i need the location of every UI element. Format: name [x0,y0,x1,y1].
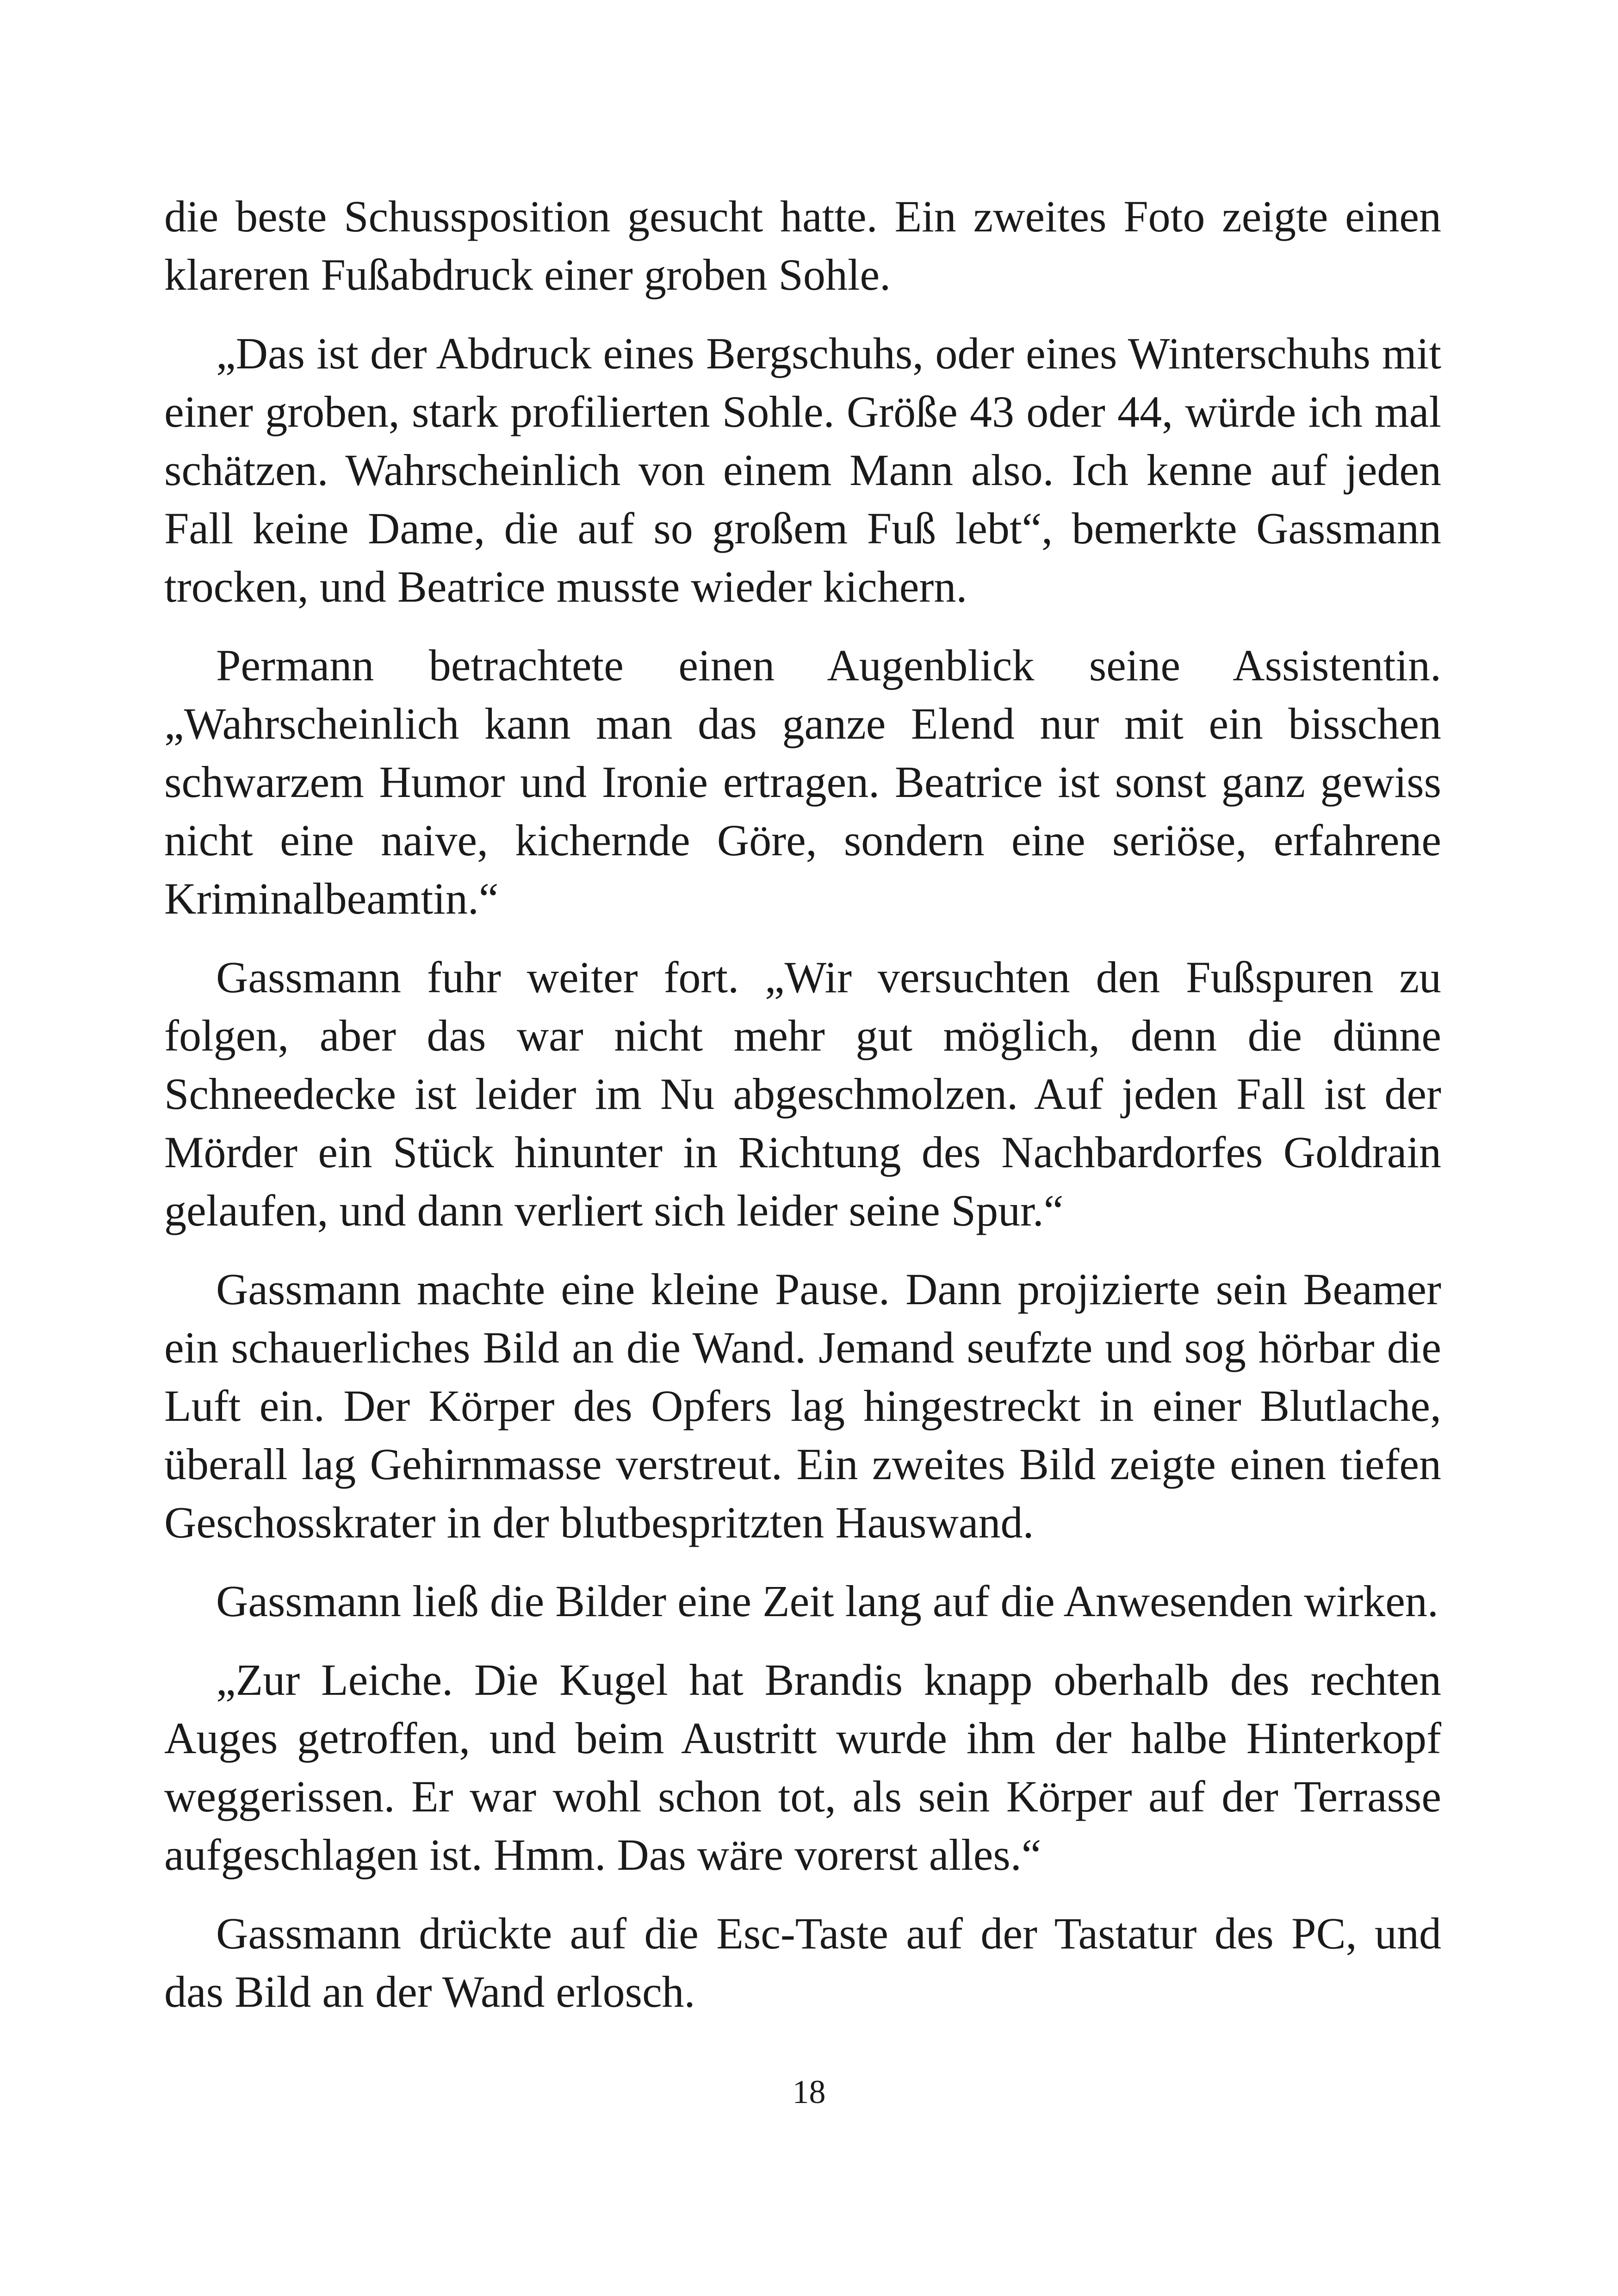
paragraph-5: Gassmann machte eine kleine Pause. Dann projizierte sein Beamer ein schauerliches Bild an die Wand. Jemand seufzte und sog hörbar die Luft ein. Der Körper des Opfers lag hingestreckt in einer Blutlache, überall lag Gehirnmasse verstreut. Ein zweites Bild zeigte einen tiefen Geschosskrater in der blutbespritzten Hauswand. [164,1264,1441,1547]
page-number: 18 [792,2073,826,2110]
paragraph-2: „Das ist der Abdruck eines Bergschuhs, oder eines Winterschuhs mit einer groben, stark profilierten Sohle. Größe 43 oder 44, würde ich mal schätzen. Wahrscheinlich von einem Mann also. Ich kenne auf jeden Fall keine Dame, die auf so großem Fuß lebt“, bemerkte Gassmann trocken, und Beatrice musste wieder kichern. [164,329,1441,611]
paragraph-1: die beste Schussposition gesucht hatte. Ein zweites Foto zeigte einen klareren Fußabdruck einer groben Sohle. [164,192,1441,299]
paragraph-8: Gassmann drückte auf die Esc-Taste auf der Tastatur des PC, und das Bild an der Wand erlosch. [164,1909,1441,2016]
page-body [164,187,1441,2041]
paragraph-6: Gassmann ließ die Bilder eine Zeit lang auf die Anwesenden wirken. [216,1576,1438,1626]
paragraph-7: „Zur Leiche. Die Kugel hat Brandis knapp oberhalb des rechten Auges getroffen, und beim Austritt wurde ihm der halbe Hinterkopf weggerissen. Er war wohl schon tot, als sein Körper auf der Terrasse aufgeschlagen ist. Hmm. Das wäre vorerst alles.“ [164,1655,1441,1879]
paragraph-4: Gassmann fuhr weiter fort. „Wir versuchten den Fußspuren zu folgen, aber das war nicht mehr gut möglich, denn die dünne Schneedecke ist leider im Nu abgeschmolzen. Auf jeden Fall ist der Mörder ein Stück hinunter in Richtung des Nachbardorfes Goldrain gelaufen, und dann verliert sich leider seine Spur.“ [164,952,1441,1235]
paragraph-3: Permann betrachtete einen Augenblick seine Assistentin. „Wahrscheinlich kann man das ganze Elend nur mit ein bisschen schwarzem Humor und Ironie ertragen. Beatrice ist sonst ganz gewiss nicht eine naive, kichernde Göre, sondern eine seriöse, erfahrene Kriminalbeamtin.“ [164,641,1441,923]
